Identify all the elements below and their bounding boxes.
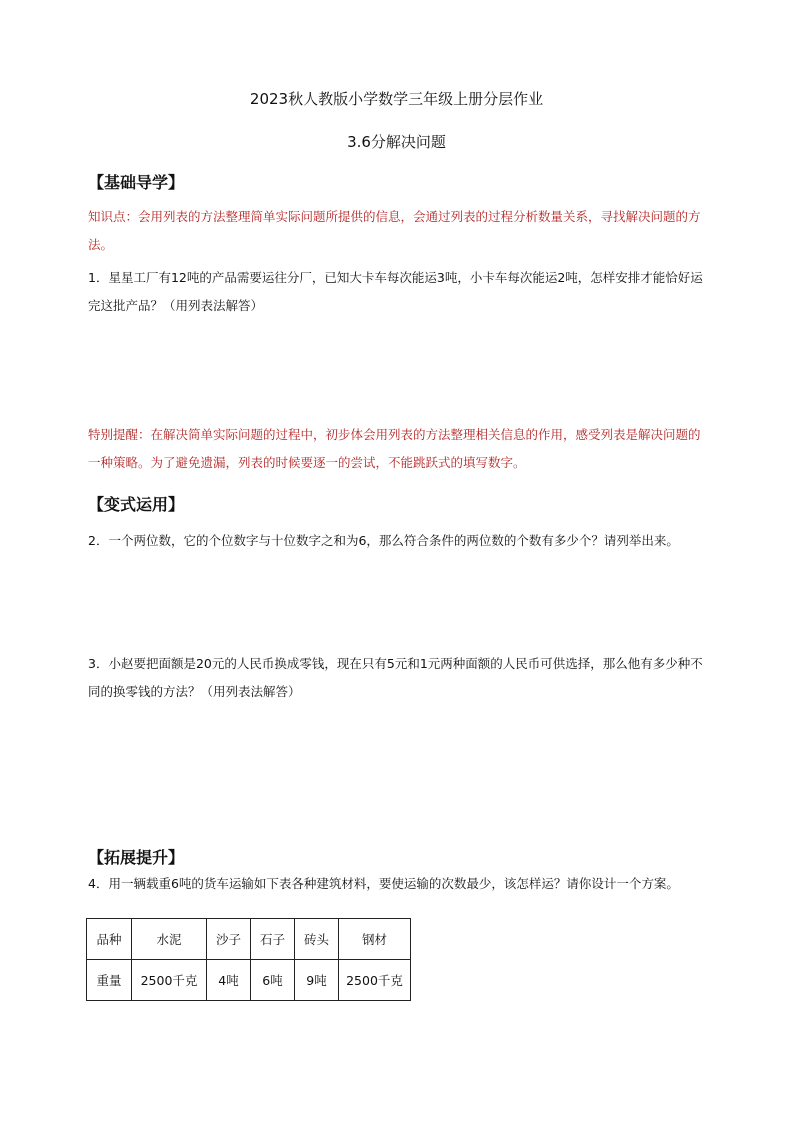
section-basic-heading: 【基础导学】 bbox=[88, 173, 185, 192]
table-cell: 2500千克 bbox=[132, 960, 207, 1001]
section-extend-heading: 【拓展提升】 bbox=[88, 848, 185, 867]
table-cell: 钢材 bbox=[339, 919, 411, 960]
section-variant-heading: 【变式运用】 bbox=[88, 495, 185, 514]
table-row bbox=[87, 919, 411, 960]
table-cell: 沙子 bbox=[207, 919, 251, 960]
special-tip-text: 特别提醒：在解决简单实际问题的过程中，初步体会用列表的方法整理相关信息的作用，感受列表是解决问题的一种策略。为了避免遗漏，列表的时候要逐一的尝试，不能跳跃式的填写数字。 bbox=[88, 427, 701, 470]
knowledge-point-text: 知识点：会用列表的方法整理简单实际问题所提供的信息，会通过列表的过程分析数量关系，寻找解决问题的方法。 bbox=[88, 209, 701, 252]
question-4: 4．用一辆载重6吨的货车运输如下表各种建筑材料，要使运输的次数最少，该怎样运？请你设计一个方案。 bbox=[88, 876, 679, 891]
table-cell: 砖头 bbox=[295, 919, 339, 960]
materials-table bbox=[86, 918, 411, 1001]
page-title: 2023秋人教版小学数学三年级上册分层作业 bbox=[249, 90, 544, 108]
question-2: 2．一个两位数，它的个位数字与十位数字之和为6，那么符合条件的两位数的个数有多少个？请列举出来。 bbox=[88, 533, 679, 548]
table-cell: 重量 bbox=[87, 960, 132, 1001]
page-subtitle: 3.6分解决问题 bbox=[347, 133, 446, 151]
table-cell: 6吨 bbox=[251, 960, 295, 1001]
question-1: 1．星星工厂有12吨的产品需要运往分厂，已知大卡车每次能运3吨，小卡车每次能运2吨，怎样安排才能恰好运完这批产品？（用列表法解答） bbox=[88, 270, 703, 313]
table-cell: 4吨 bbox=[207, 960, 251, 1001]
table-cell: 品种 bbox=[87, 919, 132, 960]
table-cell: 水泥 bbox=[132, 919, 207, 960]
table-row bbox=[87, 960, 411, 1001]
table-cell: 石子 bbox=[251, 919, 295, 960]
table-cell: 2500千克 bbox=[339, 960, 411, 1001]
table-cell: 9吨 bbox=[295, 960, 339, 1001]
question-3: 3．小赵要把面额是20元的人民币换成零钱，现在只有5元和1元两种面额的人民币可供选择，那么他有多少种不同的换零钱的方法？（用列表法解答） bbox=[88, 656, 703, 699]
